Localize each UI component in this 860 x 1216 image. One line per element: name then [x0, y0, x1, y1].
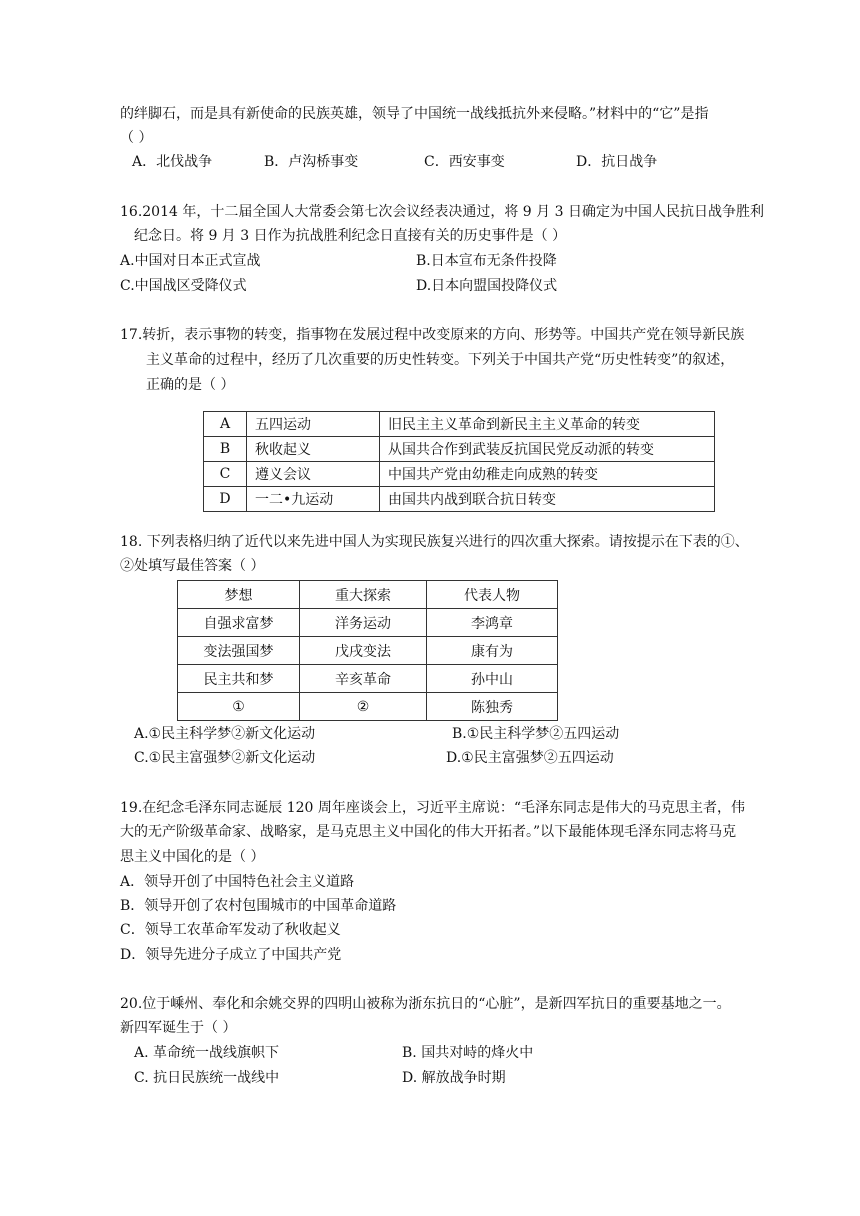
- q16-stem-line2: 纪念日。将 9 月 3 日作为抗战胜利纪念日直接有关的历史事件是（ ）: [134, 228, 567, 244]
- q16-option-b: B.日本宣布无条件投降: [416, 253, 557, 269]
- q18-cell: 辛亥革命: [300, 665, 427, 693]
- q17-row-key: D: [204, 487, 247, 512]
- q18-cell: 自强求富梦: [178, 609, 300, 637]
- q20-option-b: B. 国共对峙的烽火中: [402, 1045, 534, 1061]
- q17-row-desc: 旧民主主义革命到新民主主义革命的转变: [380, 412, 715, 437]
- q20-option-a: A. 革命统一战线旗帜下: [134, 1045, 280, 1061]
- q17-row-key: A: [204, 412, 247, 437]
- q20-option-d: D. 解放战争时期: [402, 1070, 506, 1086]
- q17-row-event: 一二•九运动: [247, 487, 380, 512]
- q18-cell: 孙中山: [427, 665, 558, 693]
- q15-option-b: B．卢沟桥事变: [264, 154, 359, 170]
- q19-option-d: D．领导先进分子成立了中国共产党: [120, 947, 342, 963]
- q17-row-desc: 由国共内战到联合抗日转变: [380, 487, 715, 512]
- q18-cell: 洋务运动: [300, 609, 427, 637]
- q18-cell: ②: [300, 693, 427, 721]
- q20-stem-line1: 20.位于嵊州、奉化和余姚交界的四明山被称为浙东抗日的“心脏”，是新四军抗日的重要基地之一。: [120, 996, 731, 1012]
- q17-row-key: B: [204, 437, 247, 462]
- q16-option-a: A.中国对日本正式宣战: [120, 253, 261, 269]
- table-row: [178, 693, 558, 721]
- q15-option-c: C．西安事变: [424, 154, 505, 170]
- q17-stem-line1: 17.转折，表示事物的转变，指事物在发展过程中改变原来的方向、形势等。中国共产党在领导新民族: [120, 327, 745, 343]
- q18-option-b: B.①民主科学梦②五四运动: [452, 726, 620, 742]
- q18-header-cell: 梦想: [178, 581, 300, 609]
- q18-option-a: A.①民主科学梦②新文化运动: [134, 726, 316, 742]
- q18-option-c: C.①民主富强梦②新文化运动: [134, 750, 316, 766]
- q19-option-c: C．领导工农革命军发动了秋收起义: [120, 922, 341, 938]
- q15-option-a: A．北伐战争: [132, 154, 213, 170]
- q16-option-d: D.日本向盟国投降仪式: [416, 278, 558, 294]
- q16-stem-line1: 16.2014 年，十二届全国人大常委会第七次会议经表决通过，将 9 月 3 日确定为中国人民抗日战争胜利: [120, 204, 764, 220]
- q17-row-desc: 从国共合作到武装反抗国民党反动派的转变: [380, 437, 715, 462]
- q15-answer-paren: （ ）: [120, 130, 153, 146]
- q17-row-desc: 中国共产党由幼稚走向成熟的转变: [380, 462, 715, 487]
- q18-cell: 民主共和梦: [178, 665, 300, 693]
- q17-row-event: 五四运动: [247, 412, 380, 437]
- q19-option-b: B．领导开创了农村包围城市的中国革命道路: [120, 898, 397, 914]
- q17-stem-line2: 主义革命的过程中，经历了几次重要的历史性转变。下列关于中国共产党“历史性转变”的叙述，: [146, 352, 735, 368]
- q19-stem-line3: 思主义中国化的是（ ）: [120, 849, 265, 865]
- q18-cell: 陈独秀: [427, 693, 558, 721]
- q19-option-a: A．领导开创了中国特色社会主义道路: [120, 874, 355, 890]
- q19-stem-line2: 大的无产阶级革命家、战略家，是马克思主义中国化的伟大开拓者。”以下最能体现毛泽东同志将马克: [120, 824, 737, 840]
- q18-stem-line2: ②处填写最佳答案（ ）: [120, 558, 265, 574]
- q18-header-cell: 重大探索: [300, 581, 427, 609]
- q18-option-d: D.①民主富强梦②五四运动: [446, 750, 614, 766]
- q20-option-c: C. 抗日民族统一战线中: [134, 1070, 280, 1086]
- q18-cell: 康有为: [427, 637, 558, 665]
- q18-cell: 戊戌变法: [300, 637, 427, 665]
- q20-stem-line2: 新四军诞生于（ ）: [120, 1020, 237, 1036]
- q18-cell: 李鸿章: [427, 609, 558, 637]
- table-row: [204, 462, 715, 487]
- table-row: [178, 665, 558, 693]
- q15-continuation-text: 的绊脚石，而是具有新使命的民族英雄，领导了中国统一战线抵抗外来侵略。”材料中的“它”是指: [120, 106, 709, 122]
- table-row: [178, 609, 558, 637]
- table-row: [204, 487, 715, 512]
- q17-row-key: C: [204, 462, 247, 487]
- q15-option-d: D．抗日战争: [576, 154, 658, 170]
- q17-table: [203, 411, 715, 512]
- q18-stem-line1: 18. 下列表格归纳了近代以来先进中国人为实现民族复兴进行的四次重大探索。请按提示在下表的①、: [120, 534, 749, 550]
- table-row: [204, 437, 715, 462]
- q17-stem-line3: 正确的是（ ）: [146, 377, 235, 393]
- q17-row-event: 遵义会议: [247, 462, 380, 487]
- q17-row-event: 秋收起义: [247, 437, 380, 462]
- q18-cell: ①: [178, 693, 300, 721]
- q18-cell: 变法强国梦: [178, 637, 300, 665]
- table-header-row: [178, 581, 558, 609]
- q18-header-cell: 代表人物: [427, 581, 558, 609]
- table-row: [178, 637, 558, 665]
- q16-option-c: C.中国战区受降仪式: [120, 278, 247, 294]
- table-row: [204, 412, 715, 437]
- q18-table: [177, 580, 558, 721]
- q19-stem-line1: 19.在纪念毛泽东同志诞辰 120 周年座谈会上，习近平主席说：“毛泽东同志是伟大的马克思主者，伟: [120, 800, 746, 816]
